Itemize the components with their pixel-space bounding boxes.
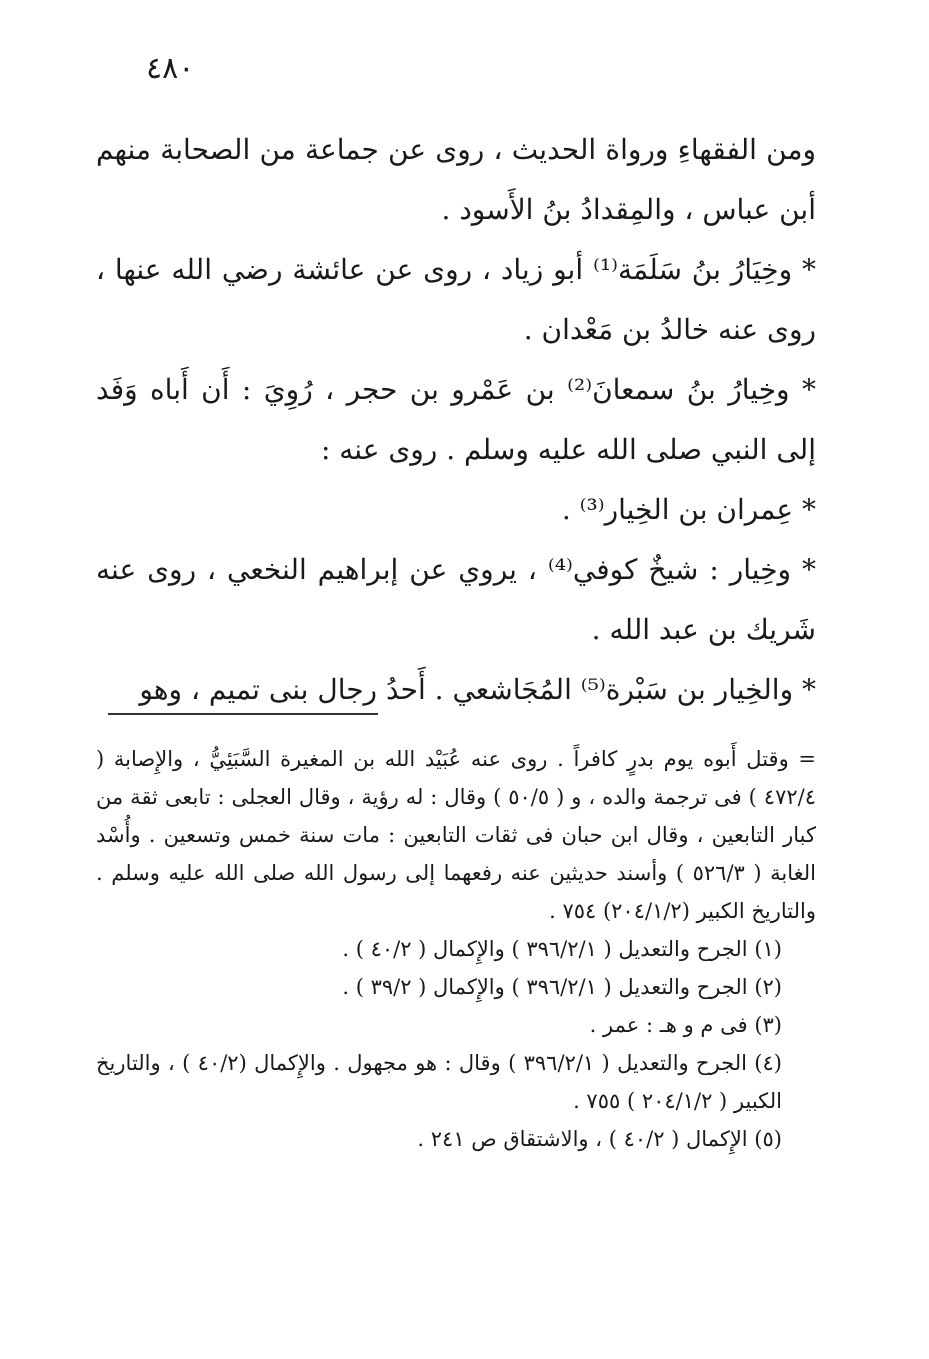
footnote-1: (١) الجرح والتعديل ( ٣٩٦/٢/١ ) والإِكمال ( ٤٠/٢ ) .: [342, 937, 782, 961]
footnotes: [96, 740, 816, 1158]
paragraph: ومن الفقهاءِ ورواة الحديث ، روى عن جماعة من الصحابة منهم أبن عباس ، والمِقدادُ بنُ الأَسود .: [96, 133, 816, 226]
footnote-continuation: = وقتل أَبوه يوم بدرٍ كافراً . روى عنه عُبَيْد الله بن المغيرة السَّبَئِيُّ ، والإِصابة ( ٤٧٢/٤ ) فى ترجمة والده ، و ( ٥٠/٥ ) وقال : له رؤية ، وقال العجلى : تابعى ثقة من كبار التابعين ، وقال ابن حبان فى ثقات التابعين : مات سنة خمس وتسعين . وأُسْد الغابة ( ٥٢٦/٣ ) وأسند حديثين عنه رفعهما إلى رسول الله صلى الله عليه وسلم . والتاريخ الكبير (٢٠٤/١/٢) ٧٥٤ .: [96, 747, 816, 923]
page-number: ٤٨٠: [146, 51, 195, 86]
entry-khiyar-bin-sabra: * والخِيار بن سَبْرة⁽⁵⁾ المُجَاشعي . أَحدُ رجال بنى تميم ، وهو: [139, 673, 816, 706]
footnote-4: (٤) الجرح والتعديل ( ٣٩٦/٢/١ ) وقال : هو مجهول . والإِكمال (٤٠/٢ ) ، والتاريخ الكبير ( ٢٠٤/١/٢ ) ٧٥٥ .: [96, 1051, 782, 1113]
entry-khiyar-kufi: * وخِيار : شيخٌ كوفي⁽⁴⁾ ، يروي عن إبراهيم النخعي ، روى عنه شَريك بن عبد الله .: [96, 553, 816, 646]
entry-imran-bin-alkhiyar: * عِمران بن الخِيار⁽³⁾ .: [561, 493, 816, 526]
entry-khiyar-bin-samaan: * وخِيارُ بنُ سمعانَ⁽²⁾ بن عَمْرو بن حجر ، رُوِيَ : أَن أَباه وَفَد إلى النبي صلى الله عليه وسلم . روى عنه :: [96, 373, 816, 466]
footnote-2: (٢) الجرح والتعديل ( ٣٩٦/٢/١ ) والإِكمال ( ٣٩/٢ ) .: [342, 975, 782, 999]
main-text: [96, 120, 816, 720]
footnote-3: (٣) فى م و هـ : عمر .: [589, 1013, 782, 1037]
footnote-5: (٥) الإِكمال ( ٤٠/٢ ) ، والاشتقاق ص ٢٤١ .: [417, 1127, 782, 1151]
footnote-separator: [108, 713, 378, 715]
entry-khiyar-bin-salama: * وخِيَارُ بنُ سَلَمَة⁽¹⁾ أبو زياد ، روى عن عائشة رضي الله عنها ، روى عنه خالدُ بن مَعْدان .: [96, 253, 816, 346]
